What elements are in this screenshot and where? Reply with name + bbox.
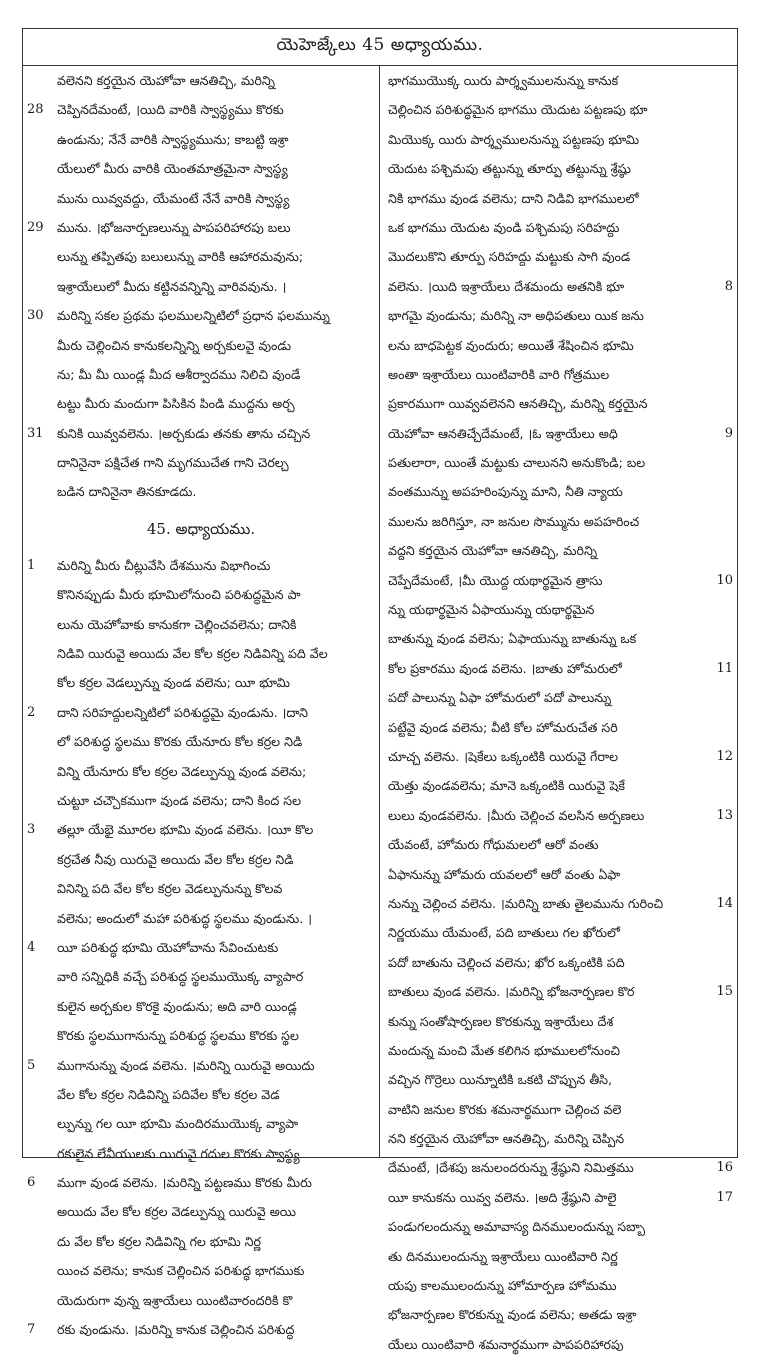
line-text: కున్ను సంతోషార్పణల కొరకున్ను ఇశ్రాయేలు దేశ [388, 1013, 614, 1029]
text-line [23, 448, 379, 477]
text-line [23, 154, 379, 183]
text-line [23, 815, 379, 844]
text-line [23, 1227, 379, 1256]
text-line [380, 683, 737, 712]
text-line [380, 1212, 737, 1241]
line-text: మరిన్ని మీరు చీట్లువేసి దేశమును విభాగించు [57, 557, 271, 573]
line-text: ముగానున్ను వుండ వలెను. ।మరిన్ని యిరువై అయిదు [57, 1057, 315, 1073]
verse-number: 16 [716, 1160, 733, 1176]
verse-number: 8 [724, 278, 733, 294]
text-line [380, 1153, 737, 1182]
text-line [380, 889, 737, 918]
line-text: యీ కానుకను యివ్వ వలెను. ।అది శ్రేష్ఠుని పాలై [388, 1189, 617, 1205]
text-line [23, 66, 379, 95]
text-line [23, 242, 379, 271]
verse-number: 2 [27, 704, 36, 720]
line-text: లులు వుండవలెను. ।మీరు చెల్లించ వలసిన అర్పణలు [388, 807, 645, 823]
text-line [380, 507, 737, 536]
line-text: చెప్పినదేమంటే, ।యిది వారికి స్వాస్థ్యము కొరకు [57, 102, 284, 118]
line-text: ను; మీ మీ యిండ్ల మీద ఆశీర్వాదము నిలిచి వుండే [57, 366, 301, 382]
text-line [23, 1021, 379, 1050]
text-line [380, 1330, 737, 1359]
text-line [380, 1242, 737, 1271]
line-text: యేలులో మీరు వారికి యెంతమాత్రమైనా స్వాస్థ్య [57, 161, 288, 177]
line-text: వాటిని జనుల కొరకు శమనార్థముగా చెల్లించ వలె [388, 1101, 622, 1117]
line-text: కులైన అర్చకుల కొరకై వుండును; అది వారి యిండ్ల [57, 998, 297, 1014]
text-line [23, 184, 379, 213]
text-line [380, 801, 737, 830]
line-text: రకు వుండును. ।మరిన్ని కానుక చెల్లించిన పరిశుద్ధ [57, 1322, 295, 1338]
text-line [23, 933, 379, 962]
line-text: కర్రచేత నీవు యిరువై అయిదు వేల కోల కర్రల నిడి [57, 851, 294, 867]
verse-number: 30 [27, 308, 44, 324]
line-text: వద్దని కర్తయైన యెహోవా ఆనతిచ్చి, మరిన్ని [388, 543, 598, 559]
line-text: ముగా వుండ వలెను. ।మరిన్ని పట్టణము కొరకు మీరు [57, 1175, 312, 1191]
verse-number: 29 [27, 219, 44, 235]
line-text: మీరు చెల్లించిన కానుకలన్నిన్ని అర్చకులవై వుండు [57, 337, 292, 353]
line-text: పతులారా, యింతే మట్టుకు చాలునని అనుకొండి; బల [388, 455, 646, 471]
text-line [23, 1168, 379, 1197]
line-text: కొనినప్పుడు మీరు భూమిలోనుంచి పరిశుద్ధమైన పా [57, 587, 301, 603]
line-text: యెదురుగా వున్న ఇశ్రాయేలు యింటివారందరికి కొ [57, 1292, 293, 1308]
text-line [380, 1095, 737, 1124]
text-line [23, 962, 379, 991]
text-line [380, 830, 737, 859]
text-line [380, 448, 737, 477]
line-text: దాని సరిహద్దులన్నిటిలో పరిశుద్ధమై వుండును. ।దాని [57, 704, 308, 720]
text-line [23, 1051, 379, 1080]
text-line [23, 125, 379, 154]
line-text: ల్పున్ను గల యీ భూమి మందిరముయొక్క వ్యాపా [57, 1116, 299, 1132]
bible-page [22, 28, 738, 1352]
chapter-heading: 45. అధ్యాయము. [146, 519, 256, 538]
verse-number: 28 [27, 102, 44, 118]
verse-number: 5 [27, 1057, 36, 1073]
line-text: పండుగలందున్ను అమావాస్య దినములందున్ను సబ్బా [388, 1219, 646, 1235]
verse-number: 1 [27, 557, 36, 573]
line-text: కొరకు స్థలముగానున్ను పరిశుద్ధ స్థలము కొరకు స్థల [57, 1028, 299, 1044]
line-text: చెప్పేదేమంటే, ।మీ యొద్ద యథార్థమైన త్రాసు [388, 572, 603, 588]
text-line [380, 1007, 737, 1036]
line-text: వచ్చిన గొర్రెలు యిన్నూటికి ఒకటి చొప్పున తీసి, [388, 1072, 613, 1088]
line-text: ములను జరిగిస్తూ, నా జనుల సొమ్మును అపహరించ [388, 513, 640, 529]
text-line [23, 213, 379, 242]
verse-number: 11 [716, 660, 733, 676]
text-line [23, 95, 379, 124]
text-line [380, 95, 737, 124]
line-text: మియొక్క యిరు పార్శ్వములనున్ను పట్టణపు భూమి [388, 131, 640, 147]
page-title: యెహెజ్కేలు 45 అధ్యాయము. [276, 35, 484, 55]
line-text: బాతులు వుండ వలెను. ।మరిన్ని భోజనార్పణల కొర [388, 984, 635, 1000]
text-line [380, 331, 737, 360]
line-text: చూచ్చ వలెను. ।షెకేలు ఒక్కంటికి యిరువై గేరాల [388, 748, 619, 764]
text-line [380, 948, 737, 977]
left-column [23, 66, 380, 1338]
line-text: లును యెహోవాకు కానుకగా చెల్లించవలెను; దానికి [57, 616, 297, 632]
line-text: చుట్టూ చచ్చౌకముగా వుండ వలెను; దాని కింద సల [57, 792, 302, 808]
line-text: కోల ప్రకారము వుండ వలెను. ।బాతు హోమరులో [388, 660, 622, 676]
text-line [23, 477, 379, 506]
line-text: యేవంటే, హోమరు గోధుమలలో ఆరో వంతు [388, 837, 599, 853]
line-text: ఏఫానున్ను హోమరు యవలలో ఆరో వంతు ఏఫా [388, 866, 621, 882]
line-text: మొదలుకొని తూర్పు సరిహద్దు మట్టుకు సాగి వుండ [388, 249, 631, 265]
line-text: ప్రకారముగా యివ్వవలెనని ఆనతిచ్చి, మరిన్ని కర్తయైన [388, 396, 648, 412]
text-line [380, 272, 737, 301]
text-line [380, 918, 737, 947]
verse-number: 3 [27, 822, 36, 838]
text-line [23, 580, 379, 609]
text-line [380, 419, 737, 448]
text-line [23, 1256, 379, 1285]
line-text: న్ను యథార్థమైన ఏఫాయున్ను యథార్థమైన [388, 602, 595, 618]
text-line [380, 1271, 737, 1300]
line-text: యించ వలెను; కానుక చెల్లించిన పరిశుద్ధ భాగముకు [57, 1263, 305, 1279]
text-line [23, 301, 379, 330]
verse-number: 10 [716, 572, 733, 588]
text-line [23, 1139, 379, 1168]
line-text: భాగమై వుండును; మరిన్ని నా అధిపతులు యిక జను [388, 308, 644, 324]
line-text: ఇశ్రాయేలులో మీదు కట్టినవన్నిన్ని వారివవును. । [57, 278, 287, 294]
text-line [380, 66, 737, 95]
right-column [380, 66, 737, 1352]
text-line [380, 1065, 737, 1094]
line-text: అంతా ఇశ్రాయేలు యింటివారికి వారి గోత్రముల [388, 366, 610, 382]
line-text: బాతున్ను వుండ వలెను; ఏఫాయున్ను బాతున్ను ఒక [388, 631, 637, 647]
text-columns [23, 66, 737, 1352]
text-line [380, 595, 737, 624]
line-text: మును. ।భోజనార్పణలున్ను పాపపరిహారపు బలు [57, 219, 291, 235]
line-text: నికి భాగము వుండ వలెను; దాని నిడివి భాగములలో [388, 190, 639, 206]
text-line [23, 1315, 379, 1344]
verse-number: 15 [716, 984, 733, 1000]
line-text: ఉండును; నేనే వారికి స్వాస్థ్యమును; కాబట్టి ఇశ్రా [57, 131, 289, 147]
text-line [23, 360, 379, 389]
line-text: యేలు యింటివారి శమనార్థముగా పాపపరిహారపు [388, 1336, 624, 1352]
text-line [23, 845, 379, 874]
text-line [380, 536, 737, 565]
text-line [380, 654, 737, 683]
line-text: దేమంటే, ।దేశపు జనులందరున్ను శ్రేష్ఠుని నిమిత్తము [388, 1160, 634, 1176]
text-line [23, 698, 379, 727]
line-text: నిడివి యిరువై అయిదు వేల కోల కర్రల నిడివిన్ని పది వేల [57, 646, 328, 662]
line-text: వలెను. ।యిది ఇశ్రాయేలు దేశమందు అతనికి భూ [388, 278, 625, 294]
text-line [23, 1109, 379, 1138]
line-text: తు దినములందున్ను ఇశ్రాయేలు యింటివారి నిర్ణ [388, 1248, 618, 1264]
text-line [380, 1036, 737, 1065]
line-text: పదో బాతును చెల్లించ వలెను; ఖోర ఒక్కంటికి పది [388, 954, 625, 970]
right-block [380, 66, 737, 1359]
line-text: దానినైనా పక్షిచేత గాని మృగముచేత గాని చెరల్చ [57, 455, 289, 471]
line-text: ఒక భాగము యెదుట వుండి పశ్చిమపు సరిహద్దు [388, 219, 620, 235]
text-line [23, 272, 379, 301]
line-text: నిర్ణయము యేమంటే, పది బాతులు గల ఖోరులో [388, 925, 620, 941]
line-text: వలెనని కర్తయైన యెహోవా ఆనతిచ్చి, మరిన్ని [57, 73, 275, 88]
text-line [380, 742, 737, 771]
line-text: చెల్లించిన పరిశుద్ధమైన భాగము యెదుట పట్టణపు భూ [388, 102, 648, 118]
line-text: యపు కాలములందున్ను హోమార్పణ హోమము [388, 1278, 617, 1294]
left-top-block [23, 66, 379, 507]
line-text: అయిదు వేల కోల కర్రల వెడల్పున్ను యిరువై అయి [57, 1204, 296, 1220]
text-line [23, 786, 379, 815]
line-text: భాగముయొక్క యిరు పార్శ్వములనున్ను కానుక [388, 73, 619, 88]
left-bottom-block [23, 551, 379, 1345]
page-header [23, 29, 737, 66]
line-text: వేల కోల కర్రల నిడివిన్ని పదివేల కోల కర్రల వెడ [57, 1086, 280, 1102]
text-line [380, 977, 737, 1006]
text-line [23, 727, 379, 756]
text-line [23, 389, 379, 418]
line-text: టట్టు మీరు మందుగా పిసికిన పిండి ముద్దను అర్చ [57, 396, 295, 412]
text-line [380, 389, 737, 418]
line-text: పట్టేవై వుండ వలెను; వీటి కోల హోమరుచేత సరి [388, 719, 618, 735]
line-text: రకులైన లేవీయులకు యిరువై గదుల కొరకు స్వాస్థ్య [57, 1145, 300, 1161]
text-line [23, 331, 379, 360]
text-line [380, 477, 737, 506]
text-line [23, 1197, 379, 1226]
line-text: దు వేల కోల కర్రల నిడివిన్ని గల భూమి నిర్ణ [57, 1233, 261, 1249]
line-text: మరిన్ని సకల ప్రథమ ఫలములన్నిటిలో ప్రధాన ఫలమున్ను [57, 308, 330, 324]
text-line [380, 360, 737, 389]
verse-number: 17 [716, 1189, 733, 1205]
line-text: యెదుట పశ్చిమపు తట్టున్ను తూర్పు తట్టున్ను శ్రేష్ఠు [388, 161, 631, 177]
text-line [380, 860, 737, 889]
line-text: యెత్తు వుండవలెను; మానె ఒక్కంటికి యిరువై షెకే [388, 778, 625, 794]
verse-number: 6 [27, 1175, 36, 1191]
text-line [380, 301, 737, 330]
text-line [380, 242, 737, 271]
line-text: లున్ను తప్పితపు బలులున్ను వారికి ఆహారమవును; [57, 249, 304, 265]
line-text: భోజనార్పణల కొరకున్ను వుండ వలెను; అతడు ఇశ్రా [388, 1307, 637, 1323]
line-text: మును యివ్వవద్దు, యేమంటే నేనే వారికి స్వాస్థ్య [57, 190, 290, 206]
line-text: వంతమున్ను అపహరింపున్ను మాని, నీతి న్యాయ [388, 484, 623, 500]
text-line [380, 713, 737, 742]
verse-number: 14 [716, 895, 733, 911]
text-line [23, 668, 379, 697]
line-text: నని కర్తయైన యెహోవా ఆనతిచ్చి, మరిన్ని చెప్పిన [388, 1131, 625, 1147]
line-text: లను బాధపెట్టక వుందురు; అయితే శేషించిన భూమి [388, 337, 634, 353]
text-line [23, 639, 379, 668]
line-text: బడిన దానినైనా తినకూడదు. [57, 484, 197, 500]
verse-number: 13 [716, 807, 733, 823]
text-line [23, 419, 379, 448]
line-text: కునికి యివ్వవలెను. ।అర్చకుడు తనకు తాను చచ్చిన [57, 425, 311, 441]
text-line [380, 125, 737, 154]
text-line [380, 566, 737, 595]
line-text: తల్లూ యేభై మూరల భూమి వుండ వలెను. ।యీ కొల [57, 822, 314, 838]
verse-number: 12 [716, 748, 733, 764]
verse-number: 4 [27, 939, 36, 955]
text-line [23, 610, 379, 639]
line-text: మందున్న మంచి మేత కలిగిన భూములలోనుంచి [388, 1042, 620, 1058]
line-text: యీ పరిశుద్ధ భూమి యెహోవాను సేవించుటకు [57, 939, 279, 955]
line-text: వినిన్ని పది వేల కోల కర్రల వెడల్పునున్ను కొలవ [57, 881, 283, 897]
text-line [380, 624, 737, 653]
line-text: నున్ను చెల్లించ వలెను. ।మరిన్ని బాతు తైలమును గురించి [388, 895, 664, 911]
text-line [23, 757, 379, 786]
text-line [23, 904, 379, 933]
verse-number: 31 [27, 425, 44, 441]
text-line [23, 992, 379, 1021]
line-text: విన్ని యేనూరు కోల కర్రల వెడల్పున్ను వుండ వలెను; [57, 763, 307, 779]
text-line [380, 771, 737, 800]
text-line [380, 1124, 737, 1153]
text-line [23, 874, 379, 903]
line-text: లో పరిశుద్ధ స్థలము కొరకు యేనూరు కోల కర్రల నిడి [57, 734, 303, 750]
line-text: యెహోవా ఆనతిచ్చేదేమంటే, ।ఓ ఇశ్రాయేలు అధి [388, 425, 618, 441]
line-text: వారి సన్నిధికి వచ్చే పరిశుద్ధ స్థలముయొక్క వ్యాపార [57, 969, 304, 985]
text-line [380, 184, 737, 213]
text-line [23, 1080, 379, 1109]
text-line [380, 1300, 737, 1329]
line-text: కోల కర్రల వెడల్పున్ను వుండ వలెను; యీ భూమి [57, 675, 290, 691]
text-line [380, 1183, 737, 1212]
verse-number: 9 [724, 425, 733, 441]
verse-number: 7 [27, 1322, 36, 1338]
text-line [23, 1286, 379, 1315]
line-text: వలెను; అందులో మహా పరిశుద్ధ స్థలము వుండును. । [57, 910, 312, 926]
line-text: పదో పాలున్ను ఏఫా హోమరులో పదో పాలున్ను [388, 690, 612, 706]
text-line [23, 551, 379, 580]
text-line [380, 213, 737, 242]
text-line [380, 154, 737, 183]
